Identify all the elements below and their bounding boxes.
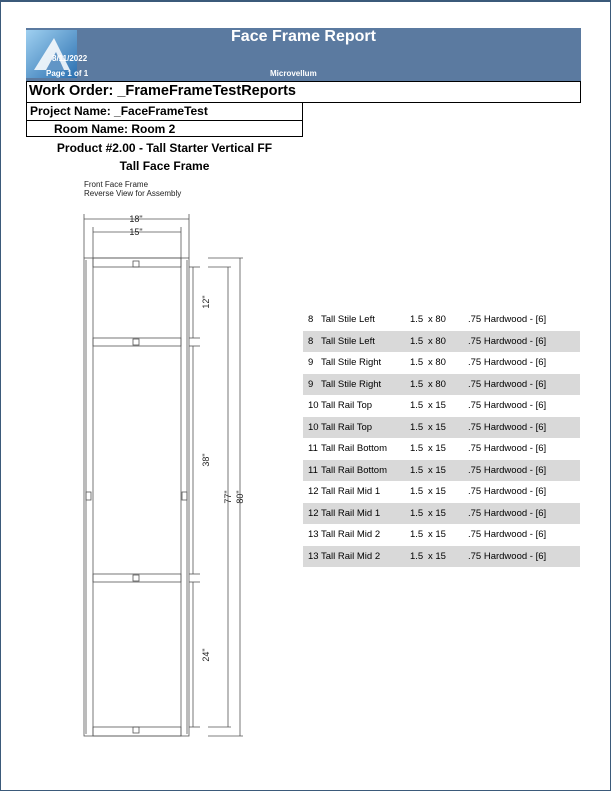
table-row — [303, 395, 580, 417]
part-length: x 80 — [428, 374, 468, 396]
report-date: 8/11/2022 — [52, 54, 88, 63]
part-name: Tall Stile Left — [321, 331, 410, 353]
part-name: Tall Rail Top — [321, 417, 410, 439]
part-number: 13 — [303, 546, 321, 568]
part-material: .75 Hardwood - [6] — [468, 417, 580, 439]
part-width: 1.5 — [410, 529, 424, 541]
part-material: .75 Hardwood - [6] — [468, 546, 580, 568]
part-width: 1.5 — [410, 503, 428, 525]
part-number: 8 — [303, 331, 321, 353]
part-number: 8 — [308, 314, 314, 326]
part-name: Tall Rail Mid 2 — [321, 546, 410, 568]
part-width: 1.5 — [410, 357, 424, 369]
room-name: Room Name: Room 2 — [54, 122, 176, 136]
part-number: 13 — [308, 529, 319, 541]
table-row — [303, 503, 580, 525]
report-title: Face Frame Report — [231, 28, 376, 45]
part-length: x 15 — [428, 443, 446, 455]
part-length: x 80 — [428, 331, 468, 353]
part-length: x 15 — [428, 503, 468, 525]
dim-top-opening: 12" — [201, 295, 211, 309]
part-material: .75 Hardwood - [6] — [468, 443, 547, 455]
part-length: x 15 — [428, 460, 468, 482]
part-material: .75 Hardwood - [6] — [468, 374, 580, 396]
part-name: Tall Rail Mid 2 — [321, 529, 381, 541]
table-row — [303, 546, 580, 568]
dim-overall-width: 18" — [129, 214, 143, 224]
dim-overall-height: 80" — [235, 490, 245, 504]
part-material: .75 Hardwood - [6] — [468, 486, 547, 498]
part-number: 9 — [308, 357, 314, 369]
part-name: Tall Rail Bottom — [321, 460, 410, 482]
project-name: Project Name: _FaceFrameTest — [30, 104, 208, 118]
dim-mid-opening: 38" — [201, 453, 211, 467]
part-length: x 15 — [428, 486, 446, 498]
project-name-box — [26, 103, 303, 121]
part-name: Tall Rail Mid 1 — [321, 486, 381, 498]
part-length: x 15 — [428, 546, 468, 568]
work-order-title: Work Order: _FrameFrameTestReports — [29, 83, 296, 99]
report-page-number: Page 1 of 1 — [46, 69, 89, 78]
part-name: Tall Rail Top — [321, 400, 373, 412]
table-row — [303, 331, 580, 353]
dim-inner-height: 77" — [223, 490, 233, 504]
part-material: .75 Hardwood - [6] — [468, 331, 580, 353]
part-number: 10 — [308, 400, 319, 412]
table-row — [303, 417, 580, 439]
part-name: Tall Rail Mid 1 — [321, 503, 410, 525]
part-length: x 15 — [428, 417, 468, 439]
work-order-box — [26, 81, 581, 103]
table-row — [303, 309, 580, 331]
part-length: x 80 — [428, 314, 446, 326]
part-name: Tall Stile Right — [321, 374, 410, 396]
part-name: Tall Stile Right — [321, 357, 382, 369]
part-material: .75 Hardwood - [6] — [468, 314, 547, 326]
table-row — [303, 374, 580, 396]
part-width: 1.5 — [410, 331, 428, 353]
part-name: Tall Rail Bottom — [321, 443, 387, 455]
part-number: 12 — [308, 486, 319, 498]
view-label-reverse: Reverse View for Assembly — [84, 189, 182, 198]
part-width: 1.5 — [410, 443, 424, 455]
part-material: .75 Hardwood - [6] — [468, 460, 580, 482]
part-length: x 15 — [428, 400, 446, 412]
part-number: 10 — [303, 417, 321, 439]
part-length: x 80 — [428, 357, 446, 369]
part-material: .75 Hardwood - [6] — [468, 503, 580, 525]
table-row — [303, 481, 580, 503]
report-company: Microvellum — [270, 69, 317, 78]
part-width: 1.5 — [410, 314, 424, 326]
part-number: 9 — [303, 374, 321, 396]
part-width: 1.5 — [410, 486, 424, 498]
part-number: 12 — [303, 503, 321, 525]
part-width: 1.5 — [410, 417, 428, 439]
table-row — [303, 524, 580, 546]
table-row — [303, 352, 580, 374]
product-subtitle: Tall Face Frame — [119, 159, 210, 173]
part-number: 11 — [308, 443, 318, 455]
view-label-front: Front Face Frame — [84, 180, 149, 189]
dim-bottom-opening: 24" — [201, 648, 211, 662]
table-row — [303, 460, 580, 482]
part-width: 1.5 — [410, 374, 428, 396]
part-length: x 15 — [428, 529, 446, 541]
part-material: .75 Hardwood - [6] — [468, 357, 547, 369]
table-row — [303, 438, 580, 460]
part-material: .75 Hardwood - [6] — [468, 529, 547, 541]
dim-inner-width: 15" — [129, 227, 143, 237]
part-width: 1.5 — [410, 400, 424, 412]
part-width: 1.5 — [410, 460, 428, 482]
part-name: Tall Stile Left — [321, 314, 375, 326]
part-number: 11 — [303, 460, 321, 482]
part-material: .75 Hardwood - [6] — [468, 400, 547, 412]
room-name-box — [26, 121, 303, 137]
product-title: Product #2.00 - Tall Starter Vertical FF — [56, 141, 273, 155]
part-width: 1.5 — [410, 546, 428, 568]
parts-table — [303, 309, 580, 567]
